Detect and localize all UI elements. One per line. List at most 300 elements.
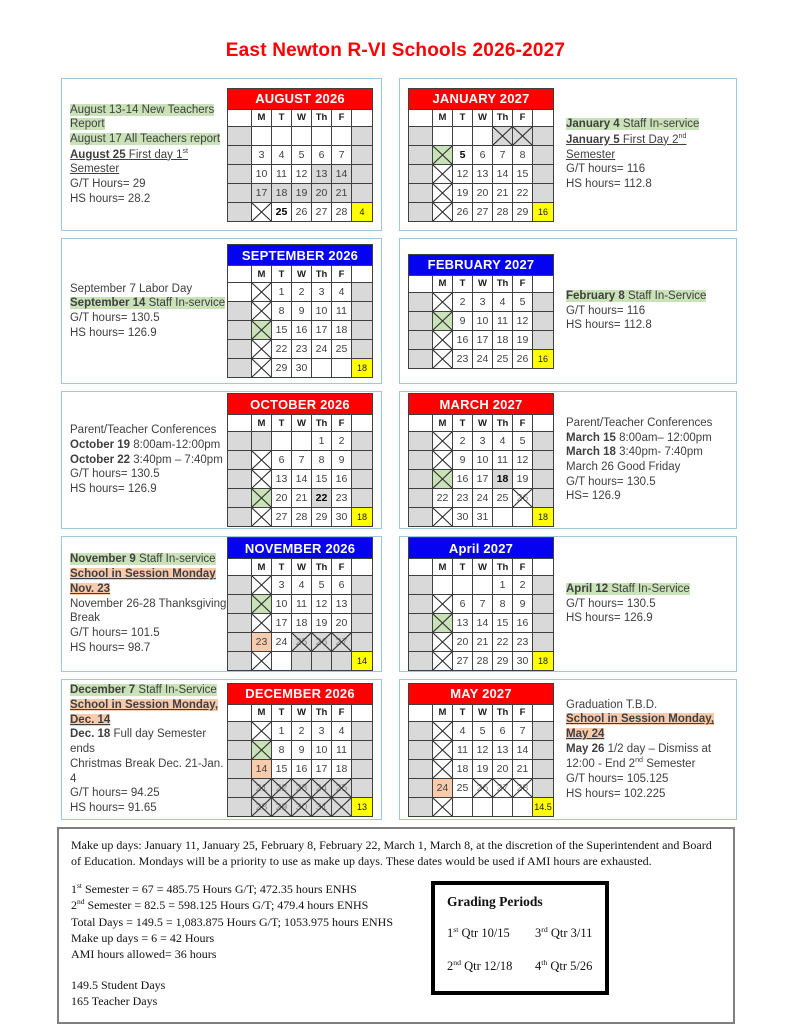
day-number: 14 [476,617,489,629]
note-line [70,438,227,453]
text-segment: Semester [566,148,616,161]
week-row [228,451,373,470]
day-cell [332,489,352,508]
day-cell [332,451,352,470]
day-cell [513,470,533,489]
day-cell [292,489,312,508]
side-cell [228,109,252,126]
crossed-day-cell [433,292,453,311]
day-cell [453,759,473,778]
day-cell [292,183,312,202]
day-number: 11 [336,743,347,756]
day-number: 28 [476,655,489,667]
day-cell [272,432,292,451]
day-cell [312,759,332,778]
day-number: 11 [276,167,287,180]
weekday-header: T [272,415,292,432]
day-number: 31 [476,511,489,523]
week-row [409,721,554,740]
note-line [70,103,227,132]
note-text [70,133,220,145]
day-number: 16 [456,333,469,346]
day-number: 23 [295,343,308,355]
week-row [228,202,373,221]
day-number: 4 [338,724,345,737]
x-mark-icon [272,798,291,816]
side-cell [533,470,554,489]
x-mark-icon [312,798,331,816]
day-number: 27 [335,636,348,648]
day-number: 23 [456,492,469,504]
side-cell [228,595,252,614]
day-number: 9 [298,743,305,756]
day-number: 15 [315,473,328,485]
notes-february [566,289,728,333]
note-line [566,698,728,713]
crossed-day-cell [312,778,332,797]
day-cell [473,311,493,330]
note-line [70,567,227,596]
day-cell [453,311,473,330]
x-mark-icon [272,779,291,797]
text-segment: 2 [71,898,77,913]
side-cell [533,451,554,470]
day-number: 25 [496,492,509,504]
note-text [70,454,223,466]
day-number: 30 [295,800,308,813]
side-cell [228,704,252,721]
day-number: 21 [496,186,509,199]
note-text [70,627,160,639]
side-cell [228,451,252,470]
day-cell [493,202,513,221]
side-cell [228,283,252,302]
day-number: 14 [335,167,348,180]
weekday-header: T [272,266,292,283]
side-cell [228,266,252,283]
day-number: 31 [315,800,328,813]
note-line [566,177,728,192]
calendar-november [227,537,373,671]
day-cell [272,183,292,202]
text-segment: August 17 All Teachers report [70,133,221,145]
side-cell [352,633,373,652]
text-segment: Semester = 82.5 = 598.125 Hours G/T; 479.4 hours ENHS [84,898,369,913]
weekday-header: F [513,704,533,721]
weekday-header: T [453,704,473,721]
note-text [70,297,225,309]
day-number: 30 [456,511,469,523]
day-cell [332,321,352,340]
crossed-day-cell [332,797,352,816]
day-cell [292,340,312,359]
day-number: 6 [278,454,285,466]
day-cell [292,470,312,489]
x-mark-icon [252,798,271,816]
note-line [566,597,728,612]
note-text [566,612,653,624]
day-cell [493,311,513,330]
note-line [70,296,227,311]
text-segment: Parent/Teacher Conferences [566,416,713,429]
x-mark-icon [433,760,452,778]
day-cell [513,508,533,527]
day-cell [312,614,332,633]
side-cell [533,797,554,816]
day-cell [513,576,533,595]
note-line [566,787,728,802]
month-section-april [399,536,737,672]
week-row [228,283,373,302]
day-number: 14 [516,743,529,756]
calendar-january [408,88,554,222]
day-cell [272,470,292,489]
day-cell [332,340,352,359]
crossed-day-cell [433,145,453,164]
text-segment: Staff In-service [622,118,700,131]
text-segment: 8:00am– 12:00pm [619,431,712,444]
day-cell [513,614,533,633]
text-segment: 2 [447,959,454,974]
day-number: 13 [356,801,367,812]
day-number: 26 [295,205,308,218]
day-number: 14.5 [534,801,552,812]
day-cell [513,595,533,614]
day-cell [332,759,352,778]
note-line [566,712,728,741]
note-line [566,772,728,787]
side-cell [533,415,554,432]
weekday-header: Th [312,266,332,283]
day-cell [473,349,493,368]
note-line [70,192,227,207]
day-number: 17 [315,762,328,775]
day-number: 28 [335,205,348,218]
month-section-november [61,536,382,672]
day-number: 28 [255,800,268,813]
grading-periods-box [431,881,609,994]
week-row [228,489,373,508]
day-number: 21 [295,492,308,504]
day-cell [312,576,332,595]
day-cell [292,359,312,378]
notes-august [70,103,227,207]
crossed-day-cell [433,721,453,740]
day-cell [252,164,272,183]
side-cell [409,311,433,330]
text-segment: G/T hours= 130.5 [70,312,160,324]
x-mark-icon [433,312,452,330]
text-segment: Staff In-service [148,297,226,310]
x-mark-icon [433,451,452,469]
text-segment: August 13-14 New Teachers Report [70,103,215,131]
text-segment: 4 [534,959,542,974]
crossed-day-cell [433,595,453,614]
day-cell [272,340,292,359]
day-cell [493,721,513,740]
side-cell [533,704,554,721]
note-line [566,489,728,504]
weekday-header: Th [493,275,513,292]
x-mark-icon [433,293,452,311]
side-cell [352,283,373,302]
day-number: 2 [459,295,466,308]
x-mark-icon [433,432,452,450]
day-number: 29 [275,362,288,374]
crossed-day-cell [433,740,453,759]
day-number: 10 [255,167,268,180]
day-cell [272,614,292,633]
weekday-header: M [433,559,453,576]
day-cell [272,302,292,321]
x-mark-icon [332,779,351,797]
day-number: 29 [315,511,328,523]
x-mark-icon [493,127,512,145]
day-cell [493,595,513,614]
day-number: 21 [335,186,348,199]
day-counts [71,977,431,1009]
day-cell [433,778,453,797]
crossed-day-cell [252,595,272,614]
day-number: 19 [476,762,489,775]
note-text [566,490,621,502]
side-cell [228,797,252,816]
day-number: 18 [356,363,367,373]
text-segment: 3:40pm- 7:40pm [619,446,703,459]
week-row [409,330,554,349]
day-number: 24 [275,636,288,648]
day-number: 19 [516,473,529,485]
day-cell [272,633,292,652]
x-mark-icon [433,722,452,740]
day-cell [493,349,513,368]
note-line [566,460,728,475]
text-segment: Semester = 67 = 485.75 Hours G/T; 472.35 hours ENHS [81,882,357,897]
day-cell [312,470,332,489]
text-segment: October 22 [70,453,134,466]
text-segment: School in Session Monday, Dec. 14 [70,698,219,726]
text-segment: Graduation T.B.D. [566,698,658,711]
side-cell [352,126,373,145]
day-cell [252,633,272,652]
day-number: 9 [459,314,466,327]
x-mark-icon [433,165,452,183]
day-cell [312,359,332,378]
weekday-header: M [433,415,453,432]
day-cell [292,576,312,595]
day-number: 13 [496,743,509,756]
day-number: 26 [516,492,529,504]
note-text [566,290,706,302]
weekday-header: Th [493,415,513,432]
day-cell [332,576,352,595]
note-text [566,598,656,610]
day-cell [292,283,312,302]
day-cell [292,145,312,164]
crossed-day-cell [493,126,513,145]
day-number: 19 [315,617,328,629]
day-number: 4 [359,206,365,217]
notes-october [70,423,227,497]
x-mark-icon [433,331,452,349]
day-cell [473,330,493,349]
day-number: 22 [436,492,449,504]
day-number: 8 [278,743,285,756]
note-line [70,482,227,497]
week-row [409,145,554,164]
day-cell [332,183,352,202]
day-number: 18 [496,333,509,346]
week-row [409,470,554,489]
weekday-header: Th [312,559,332,576]
crossed-day-cell [433,183,453,202]
grading-period-cell [447,925,513,941]
crossed-day-cell [252,721,272,740]
side-cell [409,109,433,126]
month-header: MAY 2027 [409,683,554,704]
calendar-august [227,88,373,222]
side-cell [533,164,554,183]
crossed-day-cell [252,652,272,671]
day-number: 5 [298,148,305,161]
day-number: 25 [295,636,308,648]
day-number: 18 [295,617,308,629]
day-number: 29 [496,655,509,667]
text-segment: G/T hours= 130.5 [566,597,656,610]
hours-summary-line [71,946,431,962]
weekday-header: W [292,415,312,432]
text-segment: School in Session Monday, May 24 [566,713,715,740]
day-number: 15 [516,167,529,180]
side-cell [352,704,373,721]
text-segment: Christmas Break Dec. 21-Jan. 4 [70,757,224,785]
day-cell [453,508,473,527]
note-text [70,312,160,324]
day-cell [332,283,352,302]
side-cell [409,797,433,816]
day-number: 12 [456,167,469,180]
page-title: East Newton R-VI Schools 2026-2027 [225,40,566,61]
note-text [70,787,160,799]
side-cell [533,183,554,202]
x-mark-icon [252,652,271,670]
side-cell [533,595,554,614]
day-cell [453,183,473,202]
side-cell [352,340,373,359]
text-segment: March 26 Good Friday [566,461,681,473]
crossed-day-cell [252,202,272,221]
note-line [70,597,227,626]
week-row [228,432,373,451]
day-cell [272,126,292,145]
weekday-header: T [272,109,292,126]
day-cell [433,126,453,145]
day-cell [513,740,533,759]
side-cell [533,109,554,126]
side-cell [533,349,554,368]
day-number: 27 [456,655,469,667]
side-cell [533,652,554,671]
text-segment: November 9 [70,553,140,566]
week-row [228,576,373,595]
day-cell [493,470,513,489]
note-text [566,178,652,190]
note-text [566,319,652,331]
side-cell [228,740,252,759]
weekday-header: T [453,559,473,576]
day-number: 15 [275,762,288,775]
week-row [409,311,554,330]
day-number: 3 [479,435,486,447]
note-line [70,326,227,341]
crossed-day-cell [252,797,272,816]
day-cell [493,797,513,816]
note-line [70,282,227,297]
day-cell [292,759,312,778]
calendar-february [408,254,554,369]
text-segment: 1/2 day – Dismiss at 12:00 - End 2 [566,742,712,771]
day-number: 3 [258,148,265,161]
day-number: 18 [537,656,548,666]
crossed-day-cell [252,576,272,595]
side-cell [409,202,433,221]
note-text [70,439,220,451]
day-cell [292,614,312,633]
footer-body [71,881,721,1009]
text-segment: First Day 2 [622,133,679,146]
day-cell [493,576,513,595]
side-cell [533,721,554,740]
weekday-header: W [473,559,493,576]
note-text [70,642,150,654]
day-cell [493,652,513,671]
note-text [566,743,711,771]
calendar-december [227,683,373,817]
day-number: 5 [479,724,486,737]
day-cell [453,797,473,816]
month-section-february [399,238,737,384]
side-cell [228,126,252,145]
day-cell [473,595,493,614]
day-number: 22 [516,186,529,199]
crossed-day-cell [433,633,453,652]
week-row [409,797,554,816]
day-cell [473,145,493,164]
week-row [228,302,373,321]
day-number: 6 [338,579,345,591]
notes-september [70,282,227,341]
crossed-day-cell [332,633,352,652]
weekday-header: M [433,275,453,292]
day-number: 13 [456,617,469,629]
note-line [566,304,728,319]
day-number: 18 [335,762,348,775]
note-line [70,177,227,192]
crossed-day-cell [272,778,292,797]
day-cell [272,321,292,340]
day-cell [473,451,493,470]
side-cell [533,330,554,349]
day-number: 17 [476,473,489,485]
day-number: 17 [476,333,489,346]
day-cell [453,489,473,508]
note-text [70,468,160,480]
note-text [70,178,146,190]
x-mark-icon [433,633,452,651]
side-cell [228,183,252,202]
month-header: OCTOBER 2026 [228,394,373,415]
day-cell [272,489,292,508]
